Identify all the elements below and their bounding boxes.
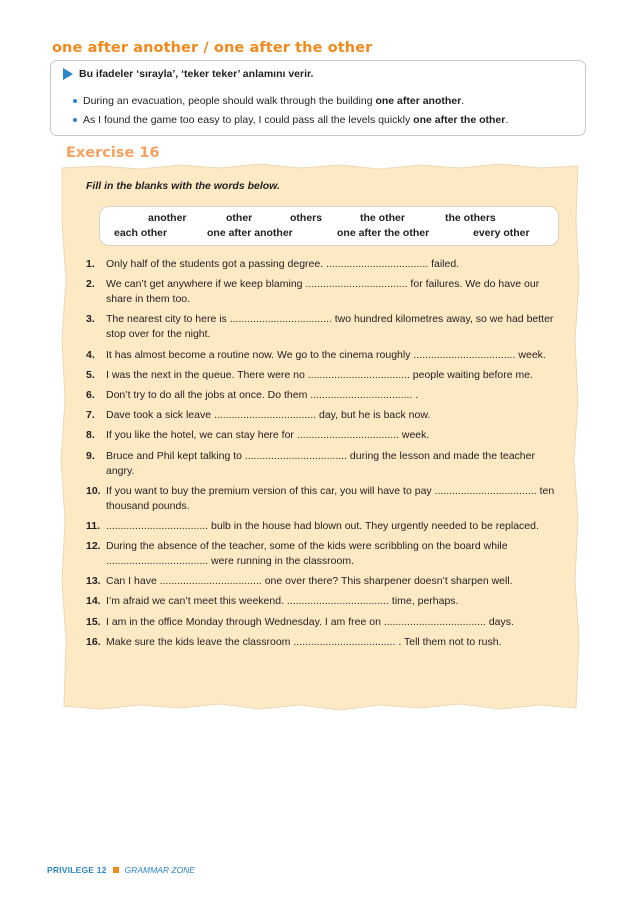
play-triangle-icon <box>63 68 73 80</box>
exercise-item <box>86 368 566 383</box>
footer-section: GRAMMAR ZONE <box>124 865 195 875</box>
exercise-item <box>86 635 566 650</box>
item-number: 11. <box>86 519 101 532</box>
exercise-item <box>86 408 566 423</box>
item-text: I am in the office Monday through Wednesday. I am free on ................................... days. <box>106 615 514 628</box>
item-number: 16. <box>86 635 101 648</box>
item-number: 13. <box>86 575 101 588</box>
word-bank <box>100 207 558 245</box>
item-text: We can’t get anywhere if we keep blaming ................................... for failures. We do have our share in them too. <box>106 278 540 306</box>
example-sentence <box>73 114 508 126</box>
item-number: 7. <box>86 409 95 422</box>
exercise-items <box>86 257 566 655</box>
exercise-item <box>86 615 566 630</box>
exercise-item <box>86 348 566 363</box>
item-text: Make sure the kids leave the classroom ................................... . Tell them not to rush. <box>106 635 502 648</box>
info-title-row <box>63 68 313 80</box>
example-text: During an evacuation, people should walk through the building one after another. <box>83 95 465 107</box>
item-text: Don’t try to do all the jobs at once. Do them ................................... . <box>106 388 419 401</box>
item-text: I was the next in the queue. There were no ................................... people waiting before me. <box>106 368 534 381</box>
exercise-item <box>86 428 566 443</box>
page-footer <box>47 865 195 875</box>
exercise-item <box>86 277 566 307</box>
item-number: 3. <box>86 313 95 326</box>
word-bank-item: each other <box>114 227 168 239</box>
item-text: Can I have ................................... one over there? This sharpener doesn’t sharpen well. <box>106 575 513 588</box>
item-number: 1. <box>86 258 95 270</box>
exercise-item <box>86 257 566 272</box>
exercise-item <box>86 519 566 534</box>
item-number: 6. <box>86 388 95 401</box>
item-number: 2. <box>86 278 95 291</box>
section-heading: one after another / one after the other <box>52 40 373 56</box>
exercise-item <box>86 312 566 342</box>
item-text: If you want to buy the premium version of this car, you will have to pay ................................... ten thousand pounds. <box>106 484 555 512</box>
item-number: 8. <box>86 429 95 442</box>
bullet-icon <box>73 118 77 122</box>
item-number: 9. <box>86 449 95 462</box>
exercise-title: Exercise 16 <box>66 145 160 161</box>
item-number: 15. <box>86 615 101 628</box>
word-bank-item: other <box>226 212 253 224</box>
square-bullet-icon <box>113 867 119 873</box>
item-text: ................................... bulb in the house had blown out. They urgently needed to be replaced. <box>106 519 539 532</box>
item-text: If you like the hotel, we can stay here for ................................... week. <box>106 429 430 442</box>
bullet-icon <box>73 99 77 103</box>
exercise-item <box>86 449 566 479</box>
exercise-item <box>86 484 566 514</box>
item-text: I’m afraid we can’t meet this weekend. ................................... time, perhaps. <box>106 595 459 608</box>
item-text: It has almost become a routine now. We go to the cinema roughly ................................... week. <box>106 348 546 361</box>
word-bank-item: others <box>290 212 323 224</box>
exercise-instruction: Fill in the blanks with the words below. <box>86 180 280 192</box>
item-text: Dave took a sick leave ................................... day, but he is back now. <box>106 409 431 422</box>
exercise-item <box>86 539 566 569</box>
word-bank-item: the other <box>360 212 405 224</box>
word-bank-item: one after the other <box>337 227 430 239</box>
example-text: As I found the game too easy to play, I could pass all the levels quickly one after the other. <box>83 114 509 126</box>
word-bank-item: one after another <box>207 227 293 239</box>
item-number: 14. <box>86 595 101 608</box>
item-text: Only half of the students got a passing degree. ................................... failed. <box>106 258 460 270</box>
info-title: Bu ifadeler ‘sırayla’, ‘teker teker’ anlamını verir. <box>79 68 314 80</box>
item-number: 4. <box>86 348 95 361</box>
item-number: 10. <box>86 484 101 497</box>
item-number: 12. <box>86 540 101 553</box>
item-text: The nearest city to here is ................................... two hundred kilometres away, so we had better stop over for the night. <box>106 313 554 341</box>
item-text: Bruce and Phil kept talking to ................................... during the lesson and made the teacher angry. <box>106 449 535 477</box>
exercise-item <box>86 574 566 589</box>
item-number: 5. <box>86 368 95 381</box>
word-bank-item: every other <box>473 227 530 239</box>
word-bank-item: another <box>148 212 187 224</box>
exercise-item <box>86 388 566 403</box>
info-box <box>50 60 586 136</box>
exercise-item <box>86 594 566 609</box>
word-bank-item: the others <box>445 212 496 224</box>
footer-brand: PRIVILEGE 12 <box>47 865 107 875</box>
example-sentence <box>73 95 464 107</box>
item-text: During the absence of the teacher, some of the kids were scribbling on the board while ................................... were running in the classroom. <box>106 540 508 568</box>
